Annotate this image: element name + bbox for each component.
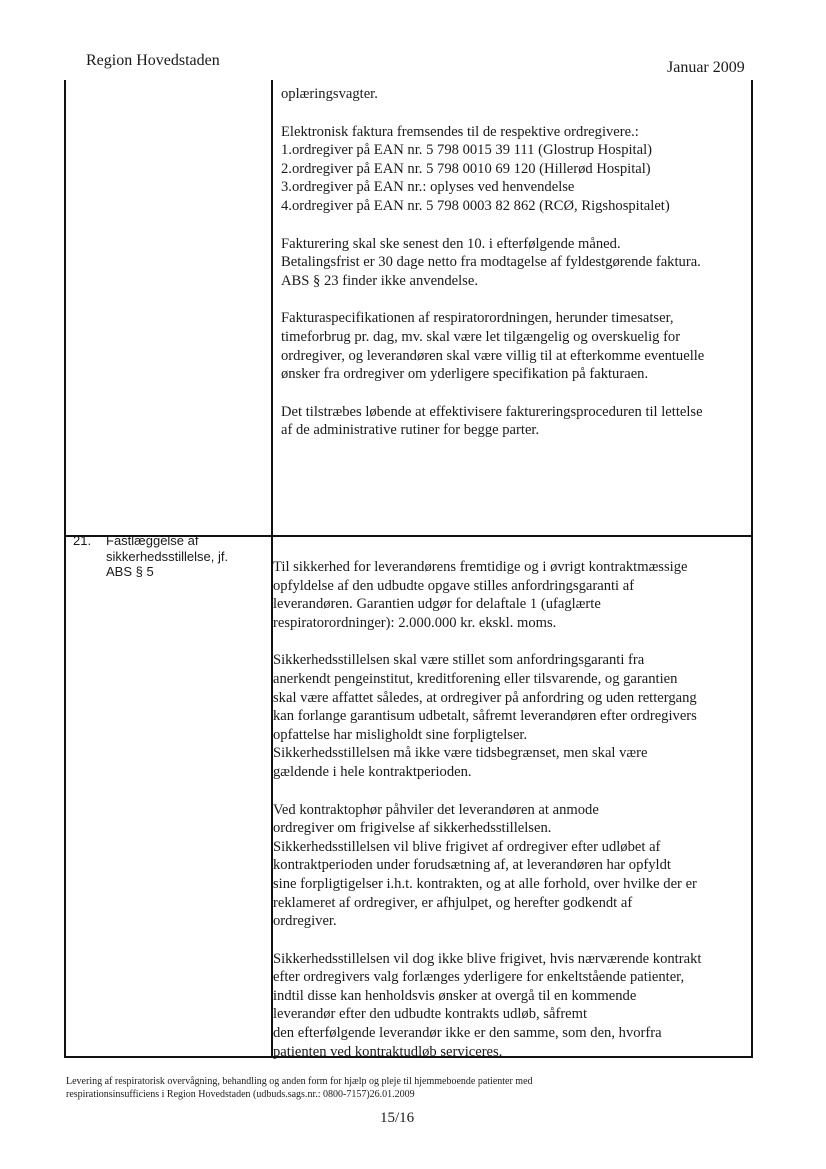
table-border-left (64, 80, 66, 1058)
row-title-line: sikkerhedsstillelse, jf. (106, 548, 229, 564)
text-line: oplæringsvagter. (281, 86, 378, 102)
row-number: 21. (73, 533, 92, 548)
text-line: leverandøren. Garantien udgør for delaftale 1 (ufaglærte (273, 596, 601, 613)
header-organization: Region Hovedstaden (86, 52, 220, 69)
text-line: anerkendt pengeinstitut, kreditforening eller tilsvarende, og garantien (273, 670, 678, 687)
text-line: ordregiver, og leverandøren skal være villig til at efterkomme eventuelle (281, 347, 705, 364)
paragraph (281, 85, 751, 104)
footer-line: Levering af respiratorisk overvågning, behandling og anden form for hjælp og pleje til hjemmeboende patienter med (66, 1076, 533, 1087)
text-line: ordregiver om frigivelse af sikkerhedsstillelsen. (273, 820, 552, 837)
text-line: patienten ved kontraktudløb serviceres. (273, 1043, 503, 1060)
text-line: ABS § 23 finder ikke anvendelse. (281, 272, 478, 289)
text-line: skal være affattet således, at ordregiver på anfordring og uden rettergang (273, 689, 697, 706)
paragraph (273, 950, 743, 1062)
text-line: reklameret af ordregiver, er afhjulpet, og herefter godkendt af (273, 894, 633, 911)
paragraph (281, 123, 751, 216)
text-line: Sikkerhedsstillelsen vil blive frigivet af ordregiver efter udløbet af (273, 838, 661, 855)
text-line: opfattelse har misligholdt sine forpligtelser. (273, 726, 528, 743)
paragraph (281, 235, 751, 291)
text-line: leverandør efter den udbudte kontrakts udløb, såfremt (273, 1006, 588, 1023)
contract-table (64, 80, 753, 1058)
text-line: af de administrative rutiner for begge parter. (281, 422, 540, 439)
text-line: 4.ordregiver på EAN nr. 5 798 0003 82 862 (RCØ, Rigshospitalet) (281, 197, 670, 214)
text-line: gældende i hele kontraktperioden. (273, 763, 472, 780)
text-line: 1.ordregiver på EAN nr. 5 798 0015 39 111 (Glostrup Hospital) (281, 142, 652, 159)
text-line: opfyldelse af den udbudte opgave stilles anfordringsgaranti af (273, 577, 635, 594)
text-line: indtil disse kan henholdsvis ønsker at overgå til en kommende (273, 987, 637, 1004)
footer-description (66, 1076, 766, 1101)
paragraph (273, 558, 743, 632)
text-line: den efterfølgende leverandør ikke er den samme, som den, hvorfra (273, 1025, 662, 1042)
page-number: 15/16 (380, 1110, 415, 1126)
text-line: efter ordregivers valg forlænges yderligere for enkeltstående patienter, (273, 969, 685, 986)
paragraph (281, 309, 751, 383)
paragraph (273, 651, 743, 781)
text-line: 3.ordregiver på EAN nr.: oplyses ved henvendelse (281, 179, 575, 196)
text-line: Sikkerhedsstillelsen vil dog ikke blive frigivet, hvis nærværende kontrakt (273, 950, 702, 967)
text-line: Sikkerhedsstillelsen skal være stillet som anfordringsgaranti fra (273, 652, 645, 669)
text-line: Det tilstræbes løbende at effektivisere faktureringsproceduren til lettelse (281, 403, 703, 420)
table-border-right (751, 80, 753, 1058)
text-line: Fakturering skal ske senest den 10. i efterfølgende måned. (281, 235, 621, 252)
paragraph (273, 801, 743, 931)
security-cell (273, 558, 743, 1080)
text-line: Ved kontraktophør påhviler det leverandøren at anmode (273, 801, 599, 818)
text-line: sine forpligtigelser i.h.t. kontrakten, og at alle forhold, over hvilke der er (273, 875, 697, 892)
text-line: Sikkerhedsstillelsen må ikke være tidsbegrænset, men skal være (273, 745, 648, 762)
invoicing-cell (281, 85, 751, 459)
row-title-line: ABS § 5 (106, 564, 154, 579)
text-line: Betalingsfrist er 30 dage netto fra modtagelse af fyldestgørende faktura. (281, 254, 701, 271)
text-line: kan forlange garantisum udbetalt, såfremt leverandøren efter ordregivers (273, 708, 697, 725)
text-line: Elektronisk faktura fremsendes til de respektive ordregivere.: (281, 123, 639, 140)
text-line: ordregiver. (273, 913, 337, 930)
text-line: Fakturaspecifikationen af respiratorordningen, herunder timesatser, (281, 310, 674, 327)
text-line: kontraktperioden under forudsætning af, at leverandøren har opfyldt (273, 857, 671, 874)
row-title (106, 533, 228, 580)
footer-line: respirationsinsufficiens i Region Hovedstaden (udbuds.sags.nr.: 0800-7157)26.01.2009 (66, 1088, 415, 1100)
text-line: timeforbrug pr. dag, mv. skal være let tilgængelig og overskuelig for (281, 328, 681, 345)
text-line: respiratorordninger): 2.000.000 kr. ekskl. moms. (273, 614, 557, 631)
text-line: 2.ordregiver på EAN nr. 5 798 0010 69 120 (Hillerød Hospital) (281, 160, 651, 177)
row-title-line: Fastlæggelse af (106, 533, 199, 548)
text-line: Til sikkerhed for leverandørens fremtidige og i øvrigt kontraktmæssige (273, 559, 688, 575)
header-date: Januar 2009 (667, 59, 745, 76)
text-line: ønsker fra ordregiver om yderligere specifikation på fakturaen. (281, 366, 649, 383)
paragraph (281, 403, 751, 440)
